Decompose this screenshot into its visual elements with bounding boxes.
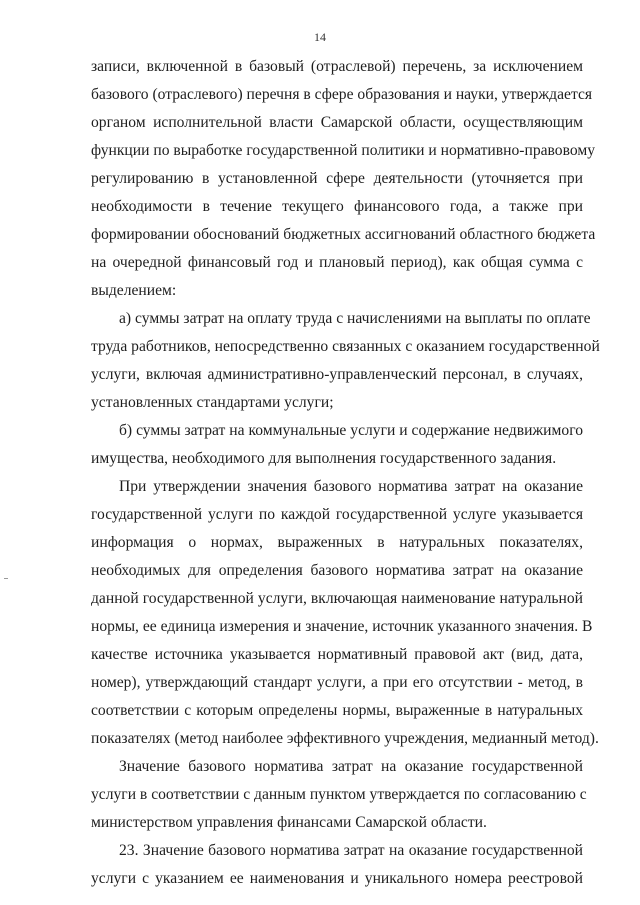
text-line: номер), утверждающий стандарт услуги, а при его отсутствии - метод, в [91,674,583,691]
text-line: данной государственной услуги, включающая наименование натуральной [91,590,583,607]
text-line: органом исполнительной власти Самарской области, осуществляющим [91,114,583,131]
text-line: базового (отраслевого) перечня в сфере образования и науки, утверждается [91,86,593,103]
text-line: показателях (метод наиболее эффективного учреждения, медианный метод). [91,730,599,747]
text-line: При утверждении значения базового норматива затрат на оказание [119,478,583,495]
text-line: б) суммы затрат на коммунальные услуги и содержание недвижимого [119,422,583,439]
text-line: необходимых для определения базового норматива затрат на оказание [91,562,583,579]
text-line: формировании обоснований бюджетных ассигнований областного бюджета [91,226,596,243]
text-line: имущества, необходимого для выполнения государственного задания. [91,450,557,467]
text-line: Значение базового норматива затрат на оказание государственной [119,758,583,775]
text-line: труда работников, непосредственно связанных с оказанием государственной [91,338,600,355]
text-line: а) суммы затрат на оплату труда с начислениями на выплаты по оплате [119,310,591,327]
text-line: министерством управления финансами Самарской области. [91,814,487,831]
text-line: услуги с указанием ее наименования и уникального номера реестровой [91,870,583,887]
text-line: качестве источника указывается нормативный правовой акт (вид, дата, [91,646,583,663]
margin-mark [4,578,8,579]
text-line: функции по выработке государственной политики и нормативно-правовому [91,142,596,159]
text-line: выделением: [91,282,177,299]
text-line: услуги в соответствии с данным пунктом утверждается по согласованию с [91,786,587,803]
text-line: необходимости в течение текущего финансового года, а также при [91,198,583,215]
text-line: услуги, включая административно-управленческий персонал, в случаях, [91,366,583,383]
text-line: на очередной финансовый год и плановый период), как общая сумма с [91,254,583,271]
text-line: соответствии с которым определены нормы, выраженные в натуральных [91,702,583,719]
text-line: государственной услуги по каждой государственной услуге указывается [91,506,583,523]
page-number: 14 [314,30,326,44]
text-line: установленных стандартами услуги; [91,394,334,411]
text-line: 23. Значение базового норматива затрат на оказание государственной [119,842,583,859]
text-line: нормы, ее единица измерения и значение, источник указанного значения. В [91,618,593,635]
text-line: записи, включенной в базовый (отраслевой) перечень, за исключением [91,58,583,75]
text-line: информация о нормах, выраженных в натуральных показателях, [91,534,583,551]
text-line: регулированию в установленной сфере деятельности (уточняется при [91,170,583,187]
